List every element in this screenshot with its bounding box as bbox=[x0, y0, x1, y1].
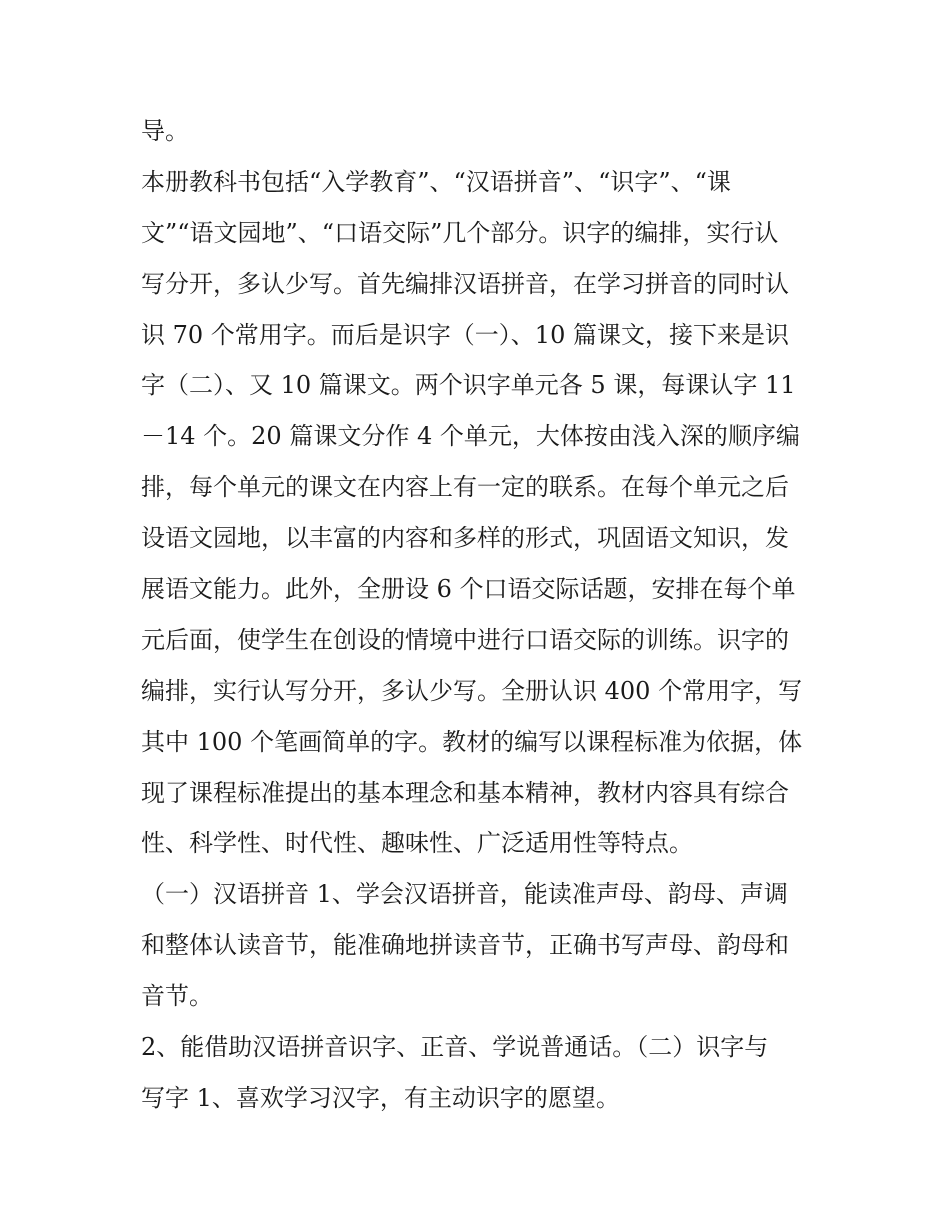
text-line: 音节。 bbox=[141, 982, 213, 1011]
document-body bbox=[141, 106, 821, 1124]
text-line: 元后面，使学生在创设的情境中进行口语交际的训练。识字的 bbox=[141, 625, 789, 654]
text-line: 识 70 个常用字。而后是识字（一）、10 篇课文，接下来是识 bbox=[141, 320, 789, 349]
text-line: 和整体认读音节，能准确地拼读音节，正确书写声母、韵母和 bbox=[141, 931, 789, 960]
text-line: 设语文园地，以丰富的内容和多样的形式，巩固语文知识，发 bbox=[141, 524, 789, 553]
text-line: 现了课程标准提出的基本理念和基本精神，教材内容具有综合 bbox=[141, 778, 789, 807]
text-line: 导。 bbox=[141, 117, 189, 145]
text-line: 写分开，多认少写。首先编排汉语拼音，在学习拼音的同时认 bbox=[141, 269, 789, 298]
text-line: （一）汉语拼音 1、学会汉语拼音，能读准声母、韵母、声调 bbox=[141, 880, 788, 909]
text-line: 写字 1、喜欢学习汉字，有主动识字的愿望。 bbox=[141, 1083, 620, 1112]
text-line: 展语文能力。此外，全册设 6 个口语交际话题，安排在每个单 bbox=[141, 575, 796, 604]
text-line: 其中 100 个笔画简单的字。教材的编写以课程标准为依据，体 bbox=[141, 727, 803, 756]
text-line: 编排，实行认写分开，多认少写。全册认识 400 个常用字，写 bbox=[141, 676, 803, 705]
text-line: 文”“语文园地”、“口语交际”几个部分。识字的编排，实行认 bbox=[141, 218, 779, 247]
text-line: 2、能借助汉语拼音识字、正音、学说普通话。（二）识字与 bbox=[141, 1033, 769, 1062]
text-line: －14 个。20 篇课文分作 4 个单元，大体按由浅入深的顺序编 bbox=[141, 422, 800, 451]
text-line: 字（二）、又 10 篇课文。两个识字单元各 5 课，每课认字 11 bbox=[141, 371, 796, 400]
text-line: 本册教科书包括“入学教育”、“汉语拼音”、“识字”、“课 bbox=[141, 167, 731, 196]
text-line: 性、科学性、时代性、趣味性、广泛适用性等特点。 bbox=[141, 829, 693, 858]
text-line: 排，每个单元的课文在内容上有一定的联系。在每个单元之后 bbox=[141, 473, 789, 502]
